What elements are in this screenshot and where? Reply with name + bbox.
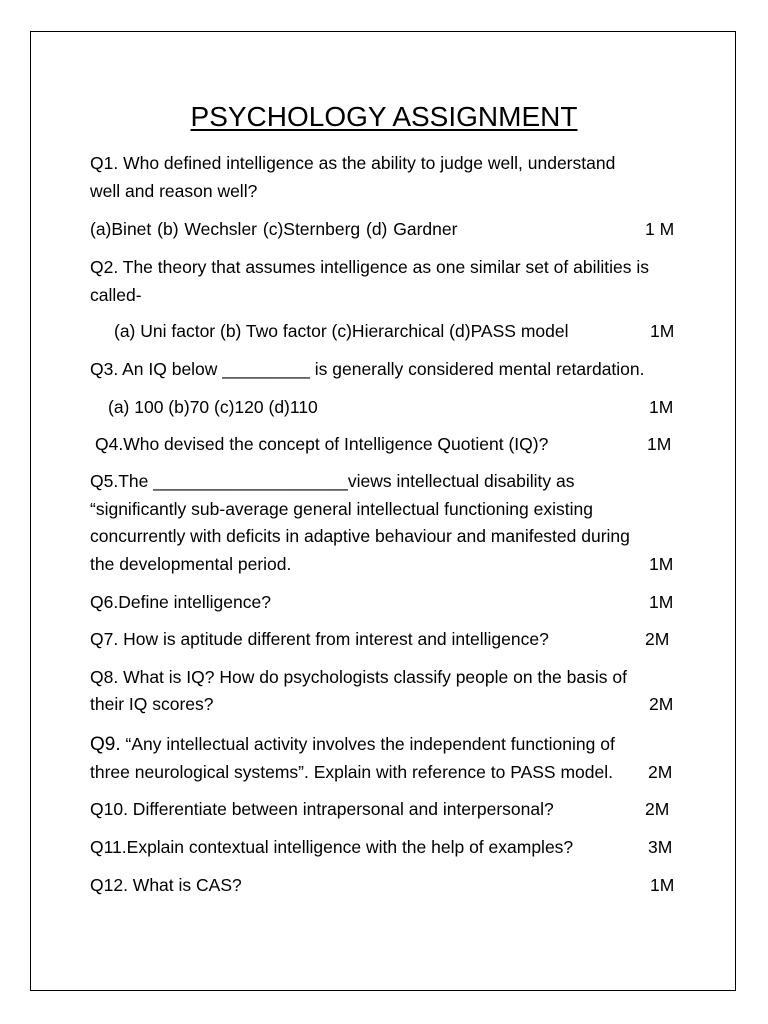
q12-marks: 1M [650, 875, 675, 895]
q7-marks: 2M [645, 629, 670, 649]
q2-line-1: Q2. The theory that assumes intelligence as one similar set of abilities is [90, 257, 649, 277]
q1-line-2: well and reason well? [90, 181, 258, 201]
q6-marks: 1M [649, 592, 674, 612]
q3-marks: 1M [649, 397, 674, 417]
q9-label: Q9. [90, 734, 121, 755]
q1-line-1: Q1. Who defined intelligence as the ability to judge well, understand [90, 153, 616, 173]
q4-line-1: Q4.Who devised the concept of Intelligence Quotient (IQ)? [95, 434, 549, 454]
q2-marks: 1M [650, 321, 675, 341]
q3-options: (a) 100 (b)70 (c)120 (d)110 [108, 397, 318, 417]
q10-marks: 2M [645, 799, 670, 819]
q8-line-1: Q8. What is IQ? How do psychologists classify people on the basis of [90, 667, 627, 687]
q2-line-2: called- [90, 285, 142, 305]
q8-marks: 2M [649, 694, 674, 714]
q5-line-1: Q5.The ____________________views intellectual disability as [90, 471, 575, 491]
q5-marks: 1M [649, 554, 674, 574]
page-title: PSYCHOLOGY ASSIGNMENT [190, 101, 578, 132]
q7-line-1: Q7. How is aptitude different from interest and intelligence? [90, 629, 549, 649]
q9-line-2: three neurological systems”. Explain with reference to PASS model. [90, 762, 613, 782]
q6-line-1: Q6.Define intelligence? [90, 592, 271, 612]
q1-marks: 1 M [645, 219, 675, 239]
q2-options: (a) Uni factor (b) Two factor (c)Hierarchical (d)PASS model [114, 321, 569, 341]
q5-line-3: concurrently with deficits in adaptive behaviour and manifested during [90, 526, 630, 546]
q1-options: (a)Binet (b) Wechsler (c)Sternberg (d) Gardner [90, 219, 458, 239]
q11-marks: 3M [648, 837, 673, 857]
q10-line-1: Q10. Differentiate between intrapersonal and interpersonal? [90, 799, 554, 819]
q9-line-1 [90, 730, 615, 759]
q12-line-1: Q12. What is CAS? [90, 875, 242, 895]
q9-text: “Any intellectual activity involves the independent functioning of [125, 734, 615, 754]
q5-line-4: the developmental period. [90, 554, 292, 574]
q8-line-2: their IQ scores? [90, 694, 214, 714]
q4-marks: 1M [647, 434, 672, 454]
q3-line-1: Q3. An IQ below _________ is generally considered mental retardation. [90, 359, 645, 379]
q9-marks: 2M [648, 762, 673, 782]
q5-line-2: “significantly sub-average general intellectual functioning existing [90, 499, 593, 519]
q11-line-1: Q11.Explain contextual intelligence with the help of examples? [90, 837, 574, 857]
